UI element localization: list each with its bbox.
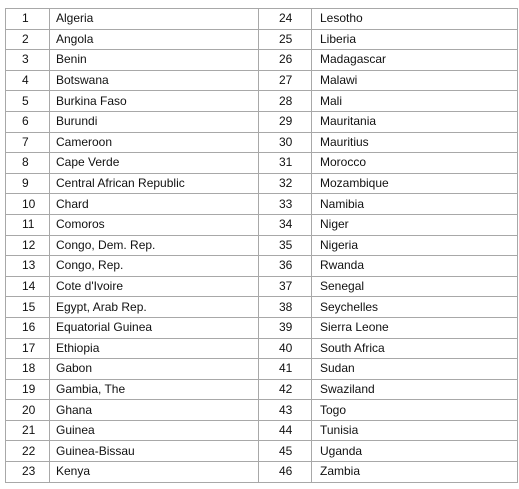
left-country-cell: Central African Republic [50,173,259,194]
table-row [6,441,518,462]
left-country-cell: Equatorial Guinea [50,317,259,338]
right-number-cell: 34 [259,214,312,235]
left-number-cell: 15 [6,297,50,318]
table-row [6,194,518,215]
left-number-cell: 5 [6,91,50,112]
left-number-cell: 7 [6,132,50,153]
table-row [6,297,518,318]
country-list-table [5,8,518,483]
table-row [6,420,518,441]
left-number-cell: 6 [6,111,50,132]
right-number-cell: 27 [259,70,312,91]
left-number-cell: 10 [6,194,50,215]
table-row [6,173,518,194]
right-number-cell: 26 [259,50,312,71]
table-row [6,256,518,277]
right-country-cell: Tunisia [312,420,518,441]
table-row [6,235,518,256]
left-number-cell: 19 [6,379,50,400]
table-row [6,153,518,174]
left-country-cell: Congo, Rep. [50,256,259,277]
right-number-cell: 29 [259,111,312,132]
left-number-cell: 17 [6,338,50,359]
right-country-cell: Senegal [312,276,518,297]
left-country-cell: Congo, Dem. Rep. [50,235,259,256]
table-row [6,276,518,297]
left-number-cell: 3 [6,50,50,71]
right-number-cell: 28 [259,91,312,112]
table-row [6,359,518,380]
table-row [6,379,518,400]
right-number-cell: 24 [259,9,312,30]
table-row [6,91,518,112]
left-number-cell: 13 [6,256,50,277]
right-country-cell: Nigeria [312,235,518,256]
right-country-cell: Togo [312,400,518,421]
left-country-cell: Burkina Faso [50,91,259,112]
right-country-cell: Mauritius [312,132,518,153]
left-country-cell: Cape Verde [50,153,259,174]
left-country-cell: Gabon [50,359,259,380]
left-country-cell: Benin [50,50,259,71]
left-number-cell: 21 [6,420,50,441]
right-country-cell: Mauritania [312,111,518,132]
left-country-cell: Cameroon [50,132,259,153]
left-number-cell: 14 [6,276,50,297]
table-row [6,214,518,235]
right-country-cell: Sierra Leone [312,317,518,338]
left-country-cell: Angola [50,29,259,50]
right-number-cell: 46 [259,462,312,483]
left-country-cell: Guinea-Bissau [50,441,259,462]
table-row [6,317,518,338]
right-number-cell: 30 [259,132,312,153]
left-number-cell: 4 [6,70,50,91]
table-row [6,70,518,91]
left-country-cell: Comoros [50,214,259,235]
right-country-cell: Rwanda [312,256,518,277]
left-country-cell: Ghana [50,400,259,421]
left-country-cell: Egypt, Arab Rep. [50,297,259,318]
left-country-cell: Algeria [50,9,259,30]
table-row [6,400,518,421]
table-row [6,132,518,153]
right-number-cell: 43 [259,400,312,421]
right-number-cell: 25 [259,29,312,50]
left-number-cell: 22 [6,441,50,462]
left-country-cell: Guinea [50,420,259,441]
left-number-cell: 8 [6,153,50,174]
left-number-cell: 11 [6,214,50,235]
right-country-cell: Mali [312,91,518,112]
right-country-cell: Niger [312,214,518,235]
right-country-cell: Madagascar [312,50,518,71]
country-list-body [6,9,518,483]
right-number-cell: 37 [259,276,312,297]
left-number-cell: 1 [6,9,50,30]
left-number-cell: 2 [6,29,50,50]
right-country-cell: Sudan [312,359,518,380]
left-number-cell: 20 [6,400,50,421]
left-country-cell: Burundi [50,111,259,132]
right-number-cell: 45 [259,441,312,462]
right-country-cell: Liberia [312,29,518,50]
table-row [6,111,518,132]
left-country-cell: Cote d'Ivoire [50,276,259,297]
left-number-cell: 16 [6,317,50,338]
right-number-cell: 35 [259,235,312,256]
left-number-cell: 12 [6,235,50,256]
right-number-cell: 44 [259,420,312,441]
left-country-cell: Chard [50,194,259,215]
right-country-cell: Uganda [312,441,518,462]
right-number-cell: 41 [259,359,312,380]
right-number-cell: 39 [259,317,312,338]
right-country-cell: Seychelles [312,297,518,318]
left-number-cell: 23 [6,462,50,483]
right-number-cell: 31 [259,153,312,174]
left-country-cell: Kenya [50,462,259,483]
right-number-cell: 36 [259,256,312,277]
table-row [6,338,518,359]
table-row [6,29,518,50]
right-number-cell: 33 [259,194,312,215]
right-country-cell: Namibia [312,194,518,215]
right-country-cell: Malawi [312,70,518,91]
left-number-cell: 9 [6,173,50,194]
table-row [6,9,518,30]
right-number-cell: 42 [259,379,312,400]
right-number-cell: 40 [259,338,312,359]
right-number-cell: 38 [259,297,312,318]
left-country-cell: Ethiopia [50,338,259,359]
left-number-cell: 18 [6,359,50,380]
left-country-cell: Gambia, The [50,379,259,400]
left-country-cell: Botswana [50,70,259,91]
right-country-cell: Swaziland [312,379,518,400]
table-row [6,50,518,71]
right-number-cell: 32 [259,173,312,194]
right-country-cell: Zambia [312,462,518,483]
table-row [6,462,518,483]
right-country-cell: Morocco [312,153,518,174]
right-country-cell: Mozambique [312,173,518,194]
right-country-cell: South Africa [312,338,518,359]
right-country-cell: Lesotho [312,9,518,30]
